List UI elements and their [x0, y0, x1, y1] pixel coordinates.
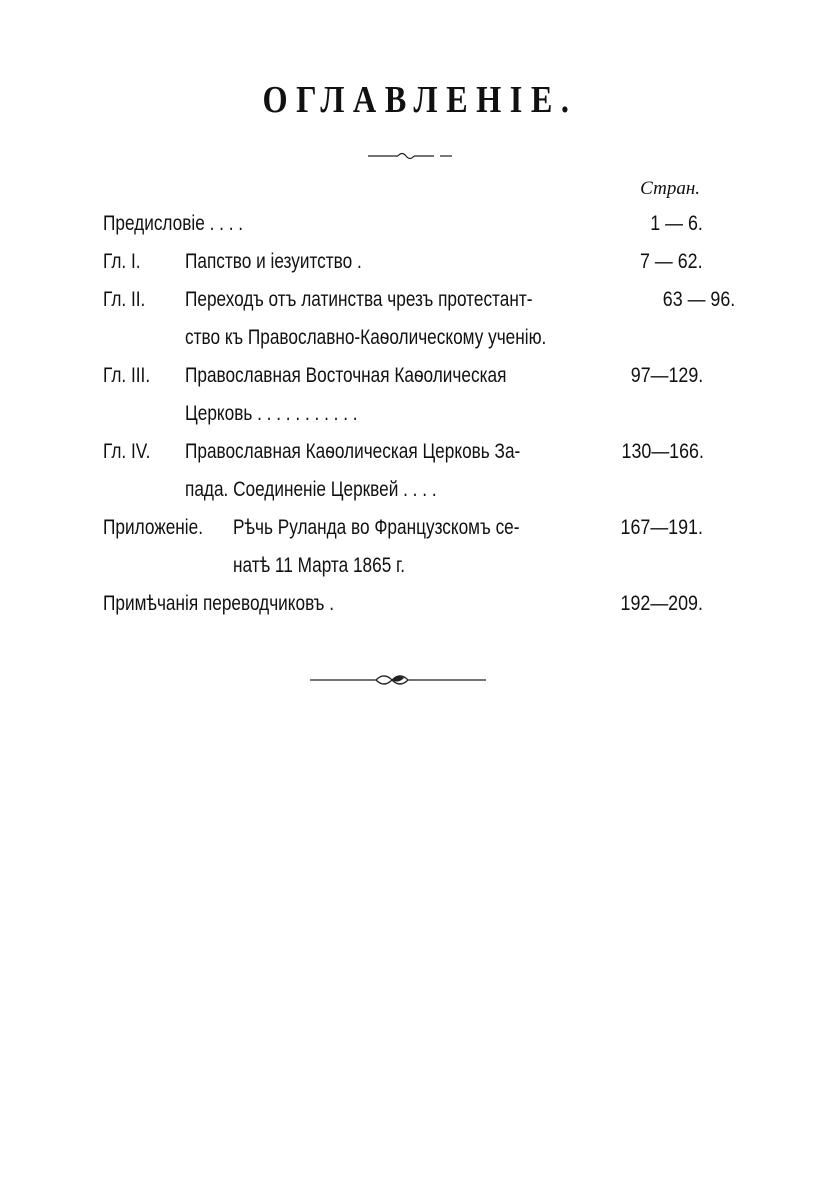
- toc-entry-appendix[interactable]: [103, 509, 703, 585]
- toc-entry-translator-notes[interactable]: [103, 585, 703, 623]
- toc-entry-text: Папство и іезуитство .: [185, 250, 362, 273]
- bottom-ornament: [310, 670, 486, 690]
- toc-entry-text: натѣ 11 Марта 1865 г.: [233, 554, 406, 577]
- toc-entry-pages: 167—191.: [620, 516, 703, 539]
- toc-entry-label: Гл. I.: [103, 250, 141, 273]
- toc-entry-text: Переходъ отъ латинства чрезъ протестант-: [185, 288, 533, 311]
- toc-entry-label: Гл. II.: [103, 288, 146, 311]
- toc-entry-preface[interactable]: [103, 205, 703, 243]
- toc-entry-chapter-4[interactable]: [103, 433, 703, 509]
- toc-entry-pages: 1 — 6.: [650, 212, 703, 235]
- toc-entry-text: ство къ Православно-Каѳолическому ученію.: [185, 326, 547, 349]
- column-header-pages: Стран.: [640, 178, 700, 199]
- toc-entry-text: Рѣчь Руланда во Французскомъ се-: [233, 516, 520, 539]
- toc-entry-pages: 63 — 96.: [663, 288, 736, 311]
- toc-entry-text: Предисловіе . . . .: [103, 212, 244, 235]
- toc-entry-label: Гл. IV.: [103, 440, 151, 463]
- toc-entry-chapter-2[interactable]: [103, 281, 736, 357]
- table-of-contents: [103, 205, 736, 623]
- toc-entry-pages: 7 — 62.: [640, 250, 703, 273]
- toc-entry-pages: 97—129.: [630, 364, 703, 387]
- toc-entry-pages: 130—166.: [621, 440, 704, 463]
- page-title: ОГЛАВЛЕНІЕ.: [262, 79, 578, 121]
- top-ornament: [368, 150, 452, 162]
- toc-entry-text: Православная Восточная Каѳолическая: [185, 364, 507, 387]
- toc-entry-label: Гл. III.: [103, 364, 151, 387]
- toc-entry-text: пада. Соединеніе Церквей . . . .: [185, 478, 437, 501]
- toc-entry-chapter-1[interactable]: [103, 243, 703, 281]
- toc-entry-text: Церковь . . . . . . . . . . .: [185, 402, 358, 425]
- toc-entry-chapter-3[interactable]: [103, 357, 703, 433]
- toc-entry-label: Приложеніе.: [103, 516, 204, 539]
- toc-entry-text: Примѣчанія переводчиковъ .: [103, 592, 335, 615]
- toc-entry-text: Православная Каѳолическая Церковь За-: [185, 440, 521, 463]
- toc-entry-pages: 192—209.: [620, 592, 703, 615]
